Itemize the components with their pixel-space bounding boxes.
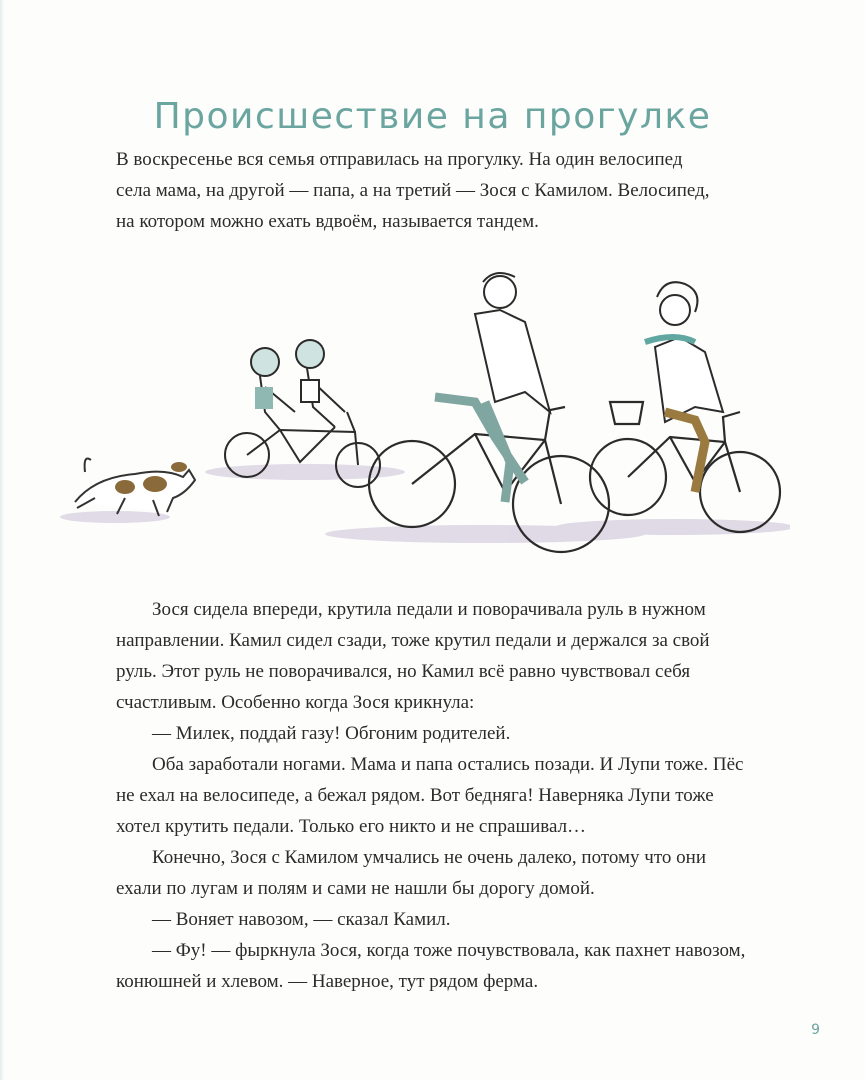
- story-line: — Милек, поддай газу! Обгоним родителей.: [152, 723, 511, 744]
- story-text: [116, 594, 784, 997]
- story-line: счастливым. Особенно когда Зося крикнула:: [116, 692, 475, 713]
- story-line: Конечно, Зося с Камилом умчались не очень далеко, потому что они: [152, 847, 706, 868]
- intro-line: на котором можно ехать вдвоём, называется тандем.: [116, 211, 539, 232]
- story-line: Зося сидела впереди, крутила педали и поворачивала руль в нужном: [152, 599, 706, 620]
- story-line: — Воняет навозом, — сказал Камил.: [152, 909, 451, 930]
- story-line: Оба заработали ногами. Мама и папа остались позади. И Лупи тоже. Пёс: [152, 754, 744, 775]
- story-line: направлении. Камил сидел сзади, тоже крутил педали и держался за свой: [116, 630, 710, 651]
- page-title: Происшествие на прогулке: [153, 96, 712, 138]
- intro-line: В воскресенье вся семья отправилась на прогулку. На один велосипед: [116, 149, 683, 170]
- story-line: не ехал на велосипеде, а бежал рядом. Вот бедняга! Наверняка Лупи тоже: [116, 785, 714, 806]
- page-number: 9: [811, 1022, 820, 1038]
- story-line: руль. Этот руль не поворачивался, но Камил всё равно чувствовал себя: [116, 661, 691, 682]
- story-line: ехали по лугам и полям и сами не нашли бы дорогу домой.: [116, 878, 595, 899]
- story-line: хотел крутить педали. Только его никто и не спрашивал…: [116, 816, 587, 837]
- story-line: — Фу! — фыркнула Зося, когда тоже почувствовала, как пахнет навозом,: [152, 940, 746, 961]
- dog-figure: [75, 459, 195, 517]
- intro-line: села мама, на другой — папа, а на третий — Зося с Камилом. Велосипед,: [116, 180, 710, 201]
- story-line: конюшней и хлевом. — Наверное, тут рядом ферма.: [116, 971, 539, 992]
- children-figures: [251, 340, 345, 430]
- page-edge: [0, 0, 4, 1080]
- family-bike-illustration: [55, 262, 790, 562]
- intro-paragraph: [116, 144, 784, 237]
